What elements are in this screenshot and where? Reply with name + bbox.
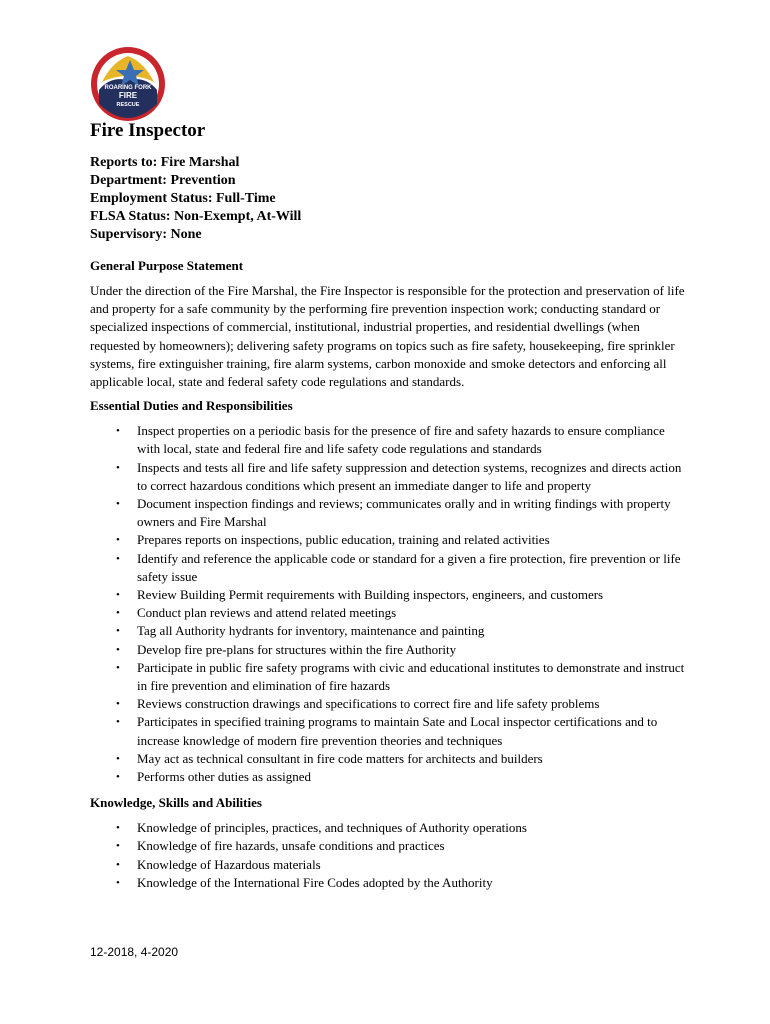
ksa-list [90, 819, 690, 892]
list-item: • Inspect properties on a periodic basis for the presence of fire and safety hazards to ensure compliance with local, state and federal fire and life safety code regulations and standards [116, 423, 665, 457]
meta-flsa-status: FLSA Status: Non-Exempt, At-Will [90, 209, 302, 224]
document-page [90, 118, 690, 900]
list-item: • Tag all Authority hydrants for inventory, maintenance and painting [116, 623, 485, 639]
list-item: • Performs other duties as assigned [116, 769, 312, 785]
list-item: • Reviews construction drawings and specifications to correct fire and life safety problems [116, 696, 600, 712]
ksa-heading: Knowledge, Skills and Abilities [90, 795, 262, 811]
logo-text-bottom: RESCUE [116, 102, 140, 108]
list-item: • Inspects and tests all fire and life safety suppression and detection systems, recognizes and directs action to correct hazardous conditions which present an immediate danger to life and property [116, 459, 682, 493]
logo-text-mid: FIRE [118, 91, 138, 100]
duties-list [90, 422, 690, 786]
meta-reports-to: Reports to: Fire Marshal [90, 155, 240, 170]
job-meta [90, 154, 690, 244]
general-purpose-text: Under the direction of the Fire Marshal, the Fire Inspector is responsible for the protection and preservation of life and property for a safe community by the performing fire prevention inspection work; conducting standard or specialized inspections of commercial, institutional, industrial properties, and residential dwellings (when requested by homeowners); delivering safety programs on topics such as fire safety, housekeeping, fire sprinkler systems, fire extinguisher training, fire alarm systems, carbon monoxide and smoke detectors and enforcing all applicable local, state and federal safety code regulations and standards. [90, 283, 685, 390]
meta-employment-status: Employment Status: Full-Time [90, 191, 276, 206]
general-purpose-heading: General Purpose Statement [90, 258, 244, 273]
list-item: • Knowledge of the International Fire Codes adopted by the Authority [116, 874, 493, 890]
list-item: • Knowledge of fire hazards, unsafe conditions and practices [116, 838, 445, 854]
list-item: • Knowledge of Hazardous materials [116, 856, 321, 872]
meta-supervisory: Supervisory: None [90, 227, 202, 242]
list-item: • Participates in specified training programs to maintain Sate and Local inspector certifications and to increase knowledge of modern fire prevention theories and techniques [116, 714, 658, 748]
list-item: • Identify and reference the applicable code or standard for a given a fire protection, fire prevention or life safety issue [116, 550, 681, 584]
list-item: • Prepares reports on inspections, public education, training and related activities [116, 532, 550, 548]
fire-rescue-logo-icon [90, 46, 166, 122]
list-item: • Knowledge of principles, practices, and techniques of Authority operations [116, 820, 527, 836]
revision-footer: 12-2018, 4-2020 [90, 945, 179, 959]
list-item: • Participate in public fire safety programs with civic and educational institutes to demonstrate and instruct in fire prevention and elimination of fire hazards [116, 659, 685, 694]
list-item: • Develop fire pre-plans for structures within the fire Authority [116, 641, 457, 657]
list-item: • Document inspection findings and reviews; communicates orally and in writing findings with property owners and Fire Marshal [116, 496, 671, 530]
list-item: • Review Building Permit requirements with Building inspectors, engineers, and customers [116, 587, 604, 603]
duties-heading: Essential Duties and Responsibilities [90, 398, 293, 414]
meta-department: Department: Prevention [90, 173, 236, 188]
list-item: • May act as technical consultant in fire code matters for architects and builders [116, 750, 543, 766]
logo-text-top: ROARING FORK [104, 85, 152, 91]
list-item: • Conduct plan reviews and attend related meetings [116, 605, 397, 621]
page-title: Fire Inspector [90, 120, 206, 141]
